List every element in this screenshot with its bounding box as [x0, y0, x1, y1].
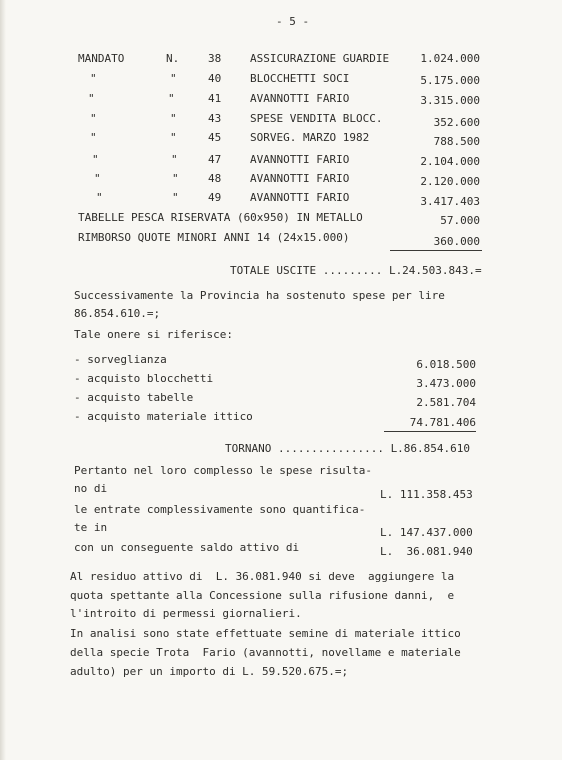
list-item: - acquisto materiale ittico [74, 410, 253, 423]
total-rule [384, 431, 476, 432]
mandato-description: AVANNOTTI FARIO [250, 92, 350, 105]
mandato-label: " [90, 72, 97, 85]
tornano-total: TORNANO ................ L.86.854.610 [225, 442, 471, 455]
paragraph-line: della specie Trota Fario (avannotti, novellame e materiale [70, 646, 461, 659]
page-number: - 5 - [276, 15, 310, 28]
spese-line: no di [74, 482, 108, 495]
mandato-number: 49 [208, 191, 222, 204]
mandato-number: 48 [208, 172, 222, 185]
mandato-n: " [168, 92, 175, 105]
mandato-description: SORVEG. MARZO 1982 [250, 131, 370, 144]
list-item-amount: 3.473.000 [416, 377, 476, 390]
mandato-amount: 5.175.000 [420, 74, 480, 87]
list-item: - acquisto tabelle [74, 391, 194, 404]
mandato-n: " [170, 112, 177, 125]
mandato-n: N. [166, 52, 180, 65]
mandato-description: AVANNOTTI FARIO [250, 172, 350, 185]
mandato-description: ASSICURAZIONE GUARDIE [250, 52, 390, 65]
mandato-label: " [90, 112, 97, 125]
mandato-n: " [171, 153, 178, 166]
paragraph-line: l'introito di permessi giornalieri. [70, 607, 302, 620]
mandato-description: AVANNOTTI FARIO [250, 191, 350, 204]
list-item: - acquisto blocchetti [74, 372, 214, 385]
mandato-label: " [92, 153, 99, 166]
mandato-label: " [88, 92, 95, 105]
paragraph-line: Al residuo attivo di L. 36.081.940 si deve aggiungere la [70, 570, 455, 583]
mandato-n: " [170, 72, 177, 85]
entrate-amount: L. 147.437.000 [380, 526, 473, 539]
mandato-description: BLOCCHETTI SOCI [250, 72, 350, 85]
list-item-amount: 74.781.406 [409, 416, 476, 429]
rimborso-amount: 360.000 [433, 235, 480, 248]
saldo-line: con un conseguente saldo attivo di [74, 541, 300, 554]
paragraph-line: Successivamente la Provincia ha sostenuto spese per lire [74, 289, 445, 302]
entrate-line: te in [74, 521, 108, 534]
mandato-amount: 3.417.403 [420, 195, 480, 208]
mandato-amount: 1.024.000 [420, 52, 480, 65]
totale-uscite: TOTALE USCITE ......... L.24.503.843.= [230, 264, 482, 277]
mandato-amount: 352.600 [433, 116, 480, 129]
mandato-n: " [172, 172, 179, 185]
mandato-number: 40 [208, 72, 222, 85]
mandato-amount: 3.315.000 [420, 94, 480, 107]
mandato-amount: 788.500 [433, 135, 480, 148]
list-item-amount: 6.018.500 [416, 358, 476, 371]
mandato-label: MANDATO [78, 52, 125, 65]
paragraph-line: adulto) per un importo di L. 59.520.675.=; [70, 665, 349, 678]
spese-line: Pertanto nel loro complesso le spese risulta- [74, 464, 373, 477]
mandato-amount: 2.120.000 [420, 175, 480, 188]
spese-amount: L. 111.358.453 [380, 488, 473, 501]
rimborso-line: RIMBORSO QUOTE MINORI ANNI 14 (24x15.000) [78, 231, 350, 244]
total-rule [390, 250, 482, 251]
paragraph-line: quota spettante alla Concessione sulla rifusione danni, e [70, 589, 455, 602]
mandato-number: 43 [208, 112, 222, 125]
list-item-amount: 2.581.704 [416, 396, 476, 409]
onere-intro: Tale onere si riferisce: [74, 328, 233, 341]
entrate-line: le entrate complessivamente sono quantifica- [74, 503, 366, 516]
saldo-amount: L. 36.081.940 [380, 545, 473, 558]
mandato-n: " [172, 191, 179, 204]
mandato-amount: 2.104.000 [420, 155, 480, 168]
paragraph-line: 86.854.610.=; [74, 307, 161, 320]
tabelle-line: TABELLE PESCA RISERVATA (60x950) IN METALLO [78, 211, 363, 224]
mandato-label: " [90, 131, 97, 144]
mandato-number: 45 [208, 131, 222, 144]
tabelle-amount: 57.000 [440, 214, 480, 227]
mandato-n: " [170, 131, 177, 144]
mandato-label: " [94, 172, 101, 185]
mandato-description: AVANNOTTI FARIO [250, 153, 350, 166]
mandato-number: 41 [208, 92, 222, 105]
list-item: - sorveglianza [74, 353, 167, 366]
paragraph-line: In analisi sono state effettuate semine di materiale ittico [70, 627, 461, 640]
mandato-description: SPESE VENDITA BLOCC. [250, 112, 383, 125]
mandato-number: 47 [208, 153, 222, 166]
mandato-label: " [96, 191, 103, 204]
mandato-number: 38 [208, 52, 222, 65]
